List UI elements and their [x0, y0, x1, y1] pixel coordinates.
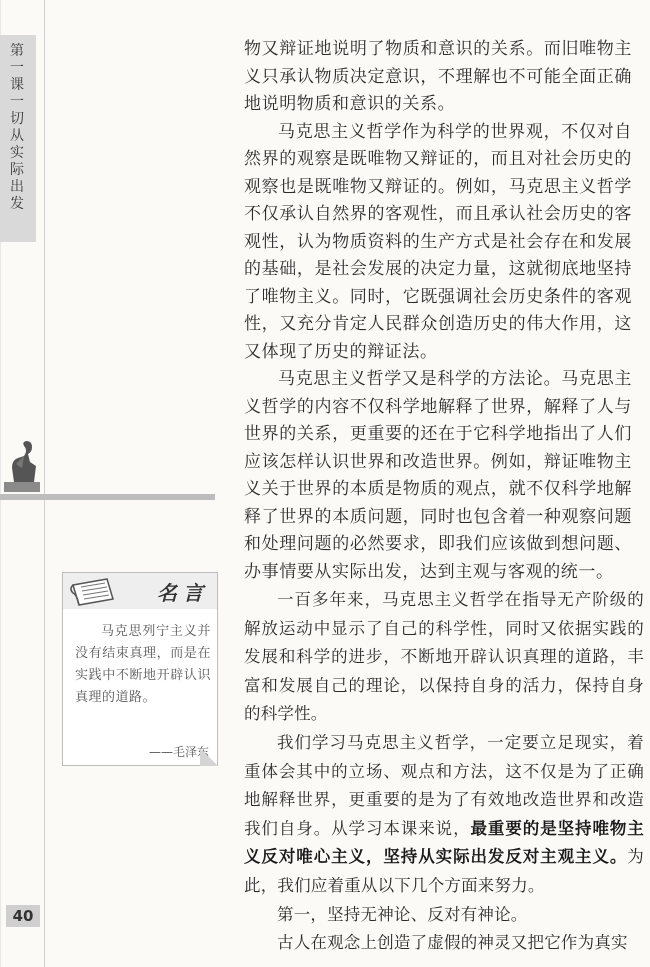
quote-title: 名言: [157, 581, 209, 605]
thinker-statue-icon: [2, 438, 42, 492]
emphasis-text: 最重要的是坚持唯物主义反对唯心主义，坚持从实际出发反对主观主义。: [244, 818, 645, 867]
paragraph: [244, 729, 644, 901]
folded-corner: [200, 748, 218, 766]
quote-text: 马克思列宁主义并没有结束真理，而是在实践中不断地开辟认识真理的道路。: [75, 624, 211, 705]
paragraph: 马克思主义哲学作为科学的世界观，不仅对自然界的观察是既唯物又辩证的，而且对社会历史的观察也是既唯物又辩证的。例如，马克思主义哲学不仅承认自然界的客观性，而且承认社会历史的客观性，认为物质资料的生产方式是社会存在和发展的基础，是社会发展的决定力量，这就彻底地坚持了唯物主义。同时，它既强调社会历史条件的客观性，又充分肯定人民群众创造历史的伟大作用，这又体现了历史的辩证法。: [244, 121, 632, 362]
quote-author: ——毛泽东: [148, 745, 209, 759]
paragraph: 一百多年来，马克思主义哲学在指导无产阶级的解放运动中显示了自己的科学性，同时又依据实践的发展和科学的进步，不断地开辟认识真理的道路，丰富和发展自己的理论，以保持自身的活力，保持自身的科学性。: [244, 590, 644, 724]
paragraph-text: 我们学习马克思主义哲学，一定要立足现实，着重体会其中的立场、观点和方法，这不仅是为了正确地解释世界，更重要的是为了有效地改造世界和改造我们自身。从学习本课来说，: [244, 732, 644, 838]
paragraph: 马克思主义哲学又是科学的方法论。马克思主义哲学的内容不仅科学地解释了世界，解释了人与世界的关系，更重要的还在于它科学地指出了人们应该怎样认识世界和改造世界。例如，辩证唯物主义关于世界的本质是物质的观点，就不仅科学地解释了世界的本质问题，同时也包含着一种观察问题和处理问题的必然要求，即我们应该做到想问题、办事情要从实际出发，达到主观与客观的统一。: [244, 369, 632, 582]
paragraph: 古人在观念上创造了虚假的神灵又把它作为真实: [277, 933, 628, 953]
scroll-icon: [67, 575, 119, 611]
famous-quote-box: [62, 572, 218, 766]
paragraph-text: 为此，我们应着重从以下几个方面来努力。: [244, 847, 644, 895]
upper-body-text: [244, 36, 632, 586]
quote-header: [63, 573, 217, 609]
chapter-tab: [0, 35, 36, 242]
lower-body-text: [244, 586, 644, 958]
page-number: 40: [6, 905, 40, 927]
chapter-label: 第一课 一切从实际出发: [10, 43, 24, 212]
paragraph: 第一，坚持无神论、反对有神论。: [277, 904, 528, 924]
margin-rule: [44, 0, 45, 967]
section-divider: [0, 494, 215, 500]
paragraph: 物又辩证地说明了物质和意识的关系。而旧唯物主义只承认物质决定意识，不理解也不可能全面正确地说明物质和意识的关系。: [244, 39, 632, 114]
